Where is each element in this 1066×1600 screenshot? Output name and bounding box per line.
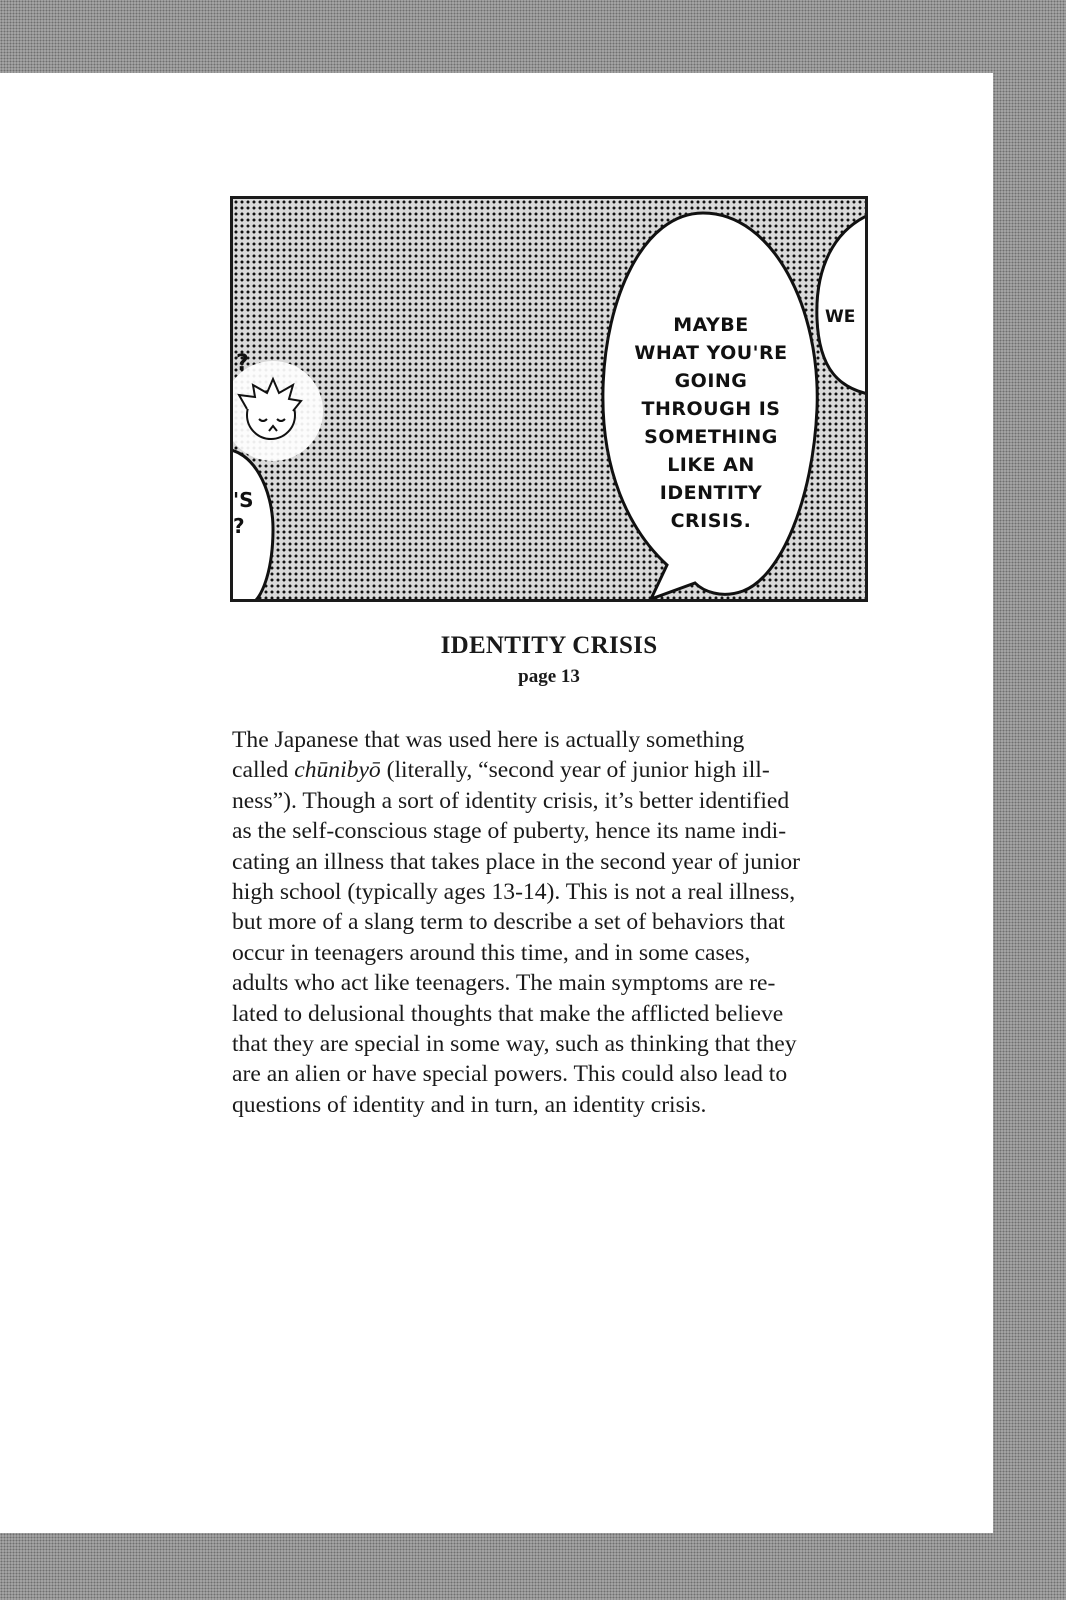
body-line: high school (typically ages 13-14). This is not a real illness, [232, 878, 796, 905]
body-line: questions of identity and in turn, an identity crisis. [232, 1091, 707, 1118]
bubble-line: 'S [233, 488, 254, 512]
bubble-line: ? [233, 514, 245, 538]
main-bubble-text [621, 311, 801, 535]
bubble-line: MAYBE [673, 314, 749, 336]
bubble-line: IDENTITY [659, 482, 763, 504]
body-line: adults who act like teenagers. The main symptoms are re- [232, 970, 776, 997]
body-line: cating an illness that takes place in the second year of junior [232, 848, 801, 875]
note-body [232, 725, 872, 1120]
body-line: lated to delusional thoughts that make the afflicted believe [232, 1000, 784, 1027]
body-line: that they are special in some way, such as thinking that they [232, 1030, 797, 1057]
manga-panel [230, 196, 868, 602]
italic-term: chūnibyō [294, 757, 381, 784]
note-title: IDENTITY CRISIS [440, 632, 658, 659]
body-line: are an alien or have special powers. This could also lead to [232, 1061, 788, 1088]
body-line: ness”). Though a sort of identity crisis, it’s better identified [232, 787, 790, 814]
body-line: The Japanese that was used here is actually something [232, 727, 745, 753]
bubble-line: SOMETHING [644, 426, 778, 448]
left-bubble-text [233, 487, 254, 539]
edge-bubble-text: WE [825, 307, 856, 327]
body-line: but more of a slang term to describe a set of behaviors that [232, 909, 785, 936]
body-line: called chūnibyō (literally, “second year of junior high ill- [232, 757, 770, 784]
body-line: occur in teenagers around this time, and in some cases, [232, 939, 751, 966]
bubble-line: GOING [674, 370, 748, 392]
bubble-line: THROUGH IS [641, 398, 781, 420]
body-line: as the self-conscious stage of puberty, hence its name indi- [232, 818, 787, 845]
bubble-line: LIKE AN [667, 454, 755, 476]
question-mark: ? [236, 351, 249, 376]
note-page-reference: page 13 [518, 666, 580, 687]
bubble-line: CRISIS. [670, 510, 752, 532]
bubble-line: WHAT YOU'RE [634, 342, 788, 364]
